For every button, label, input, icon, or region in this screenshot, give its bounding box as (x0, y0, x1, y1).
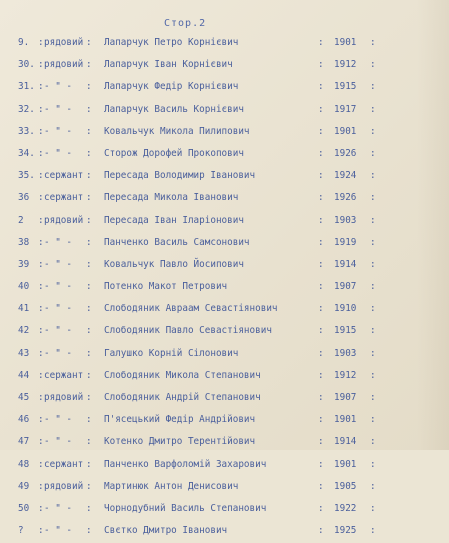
rank: рядовий (44, 37, 84, 48)
separator: : (318, 170, 324, 182)
birth-year: 1915 (334, 81, 357, 93)
rank: - " - (44, 236, 72, 248)
separator: : (38, 369, 44, 381)
separator: : (318, 192, 324, 204)
separator: : (38, 258, 44, 270)
separator: : (370, 281, 376, 293)
page-number: Стор.2 (164, 18, 207, 29)
list-item (0, 366, 449, 388)
row-number: 41 (18, 303, 30, 315)
birth-year: 1903 (334, 347, 357, 359)
separator: : (86, 325, 92, 337)
birth-year: 1922 (334, 502, 357, 514)
separator: : (86, 125, 92, 137)
rank: рядовий (44, 480, 84, 492)
separator: : (38, 414, 44, 426)
separator: : (370, 480, 376, 492)
full-name: Котенко Дмитро Терентійович (104, 436, 256, 448)
separator: : (38, 303, 44, 315)
separator: : (370, 436, 376, 448)
soldier-list (0, 33, 449, 543)
birth-year: 1907 (334, 392, 357, 403)
birth-year: 1914 (334, 436, 357, 448)
separator: : (318, 59, 324, 71)
row-number: 34. (18, 147, 35, 159)
birth-year: 1924 (334, 170, 357, 182)
separator: : (318, 347, 324, 359)
separator: : (370, 414, 376, 426)
row-number: 45 (18, 392, 30, 403)
list-item (0, 410, 449, 432)
separator: : (318, 458, 324, 470)
list-item (0, 388, 449, 410)
separator: : (86, 414, 92, 426)
list-item (0, 233, 449, 255)
row-number: 47 (18, 436, 30, 448)
rank: - " - (44, 436, 72, 448)
separator: : (370, 392, 376, 403)
separator: : (38, 59, 44, 71)
birth-year: 1901 (334, 414, 357, 426)
birth-year: 1912 (334, 369, 357, 381)
separator: : (370, 81, 376, 93)
separator: : (38, 281, 44, 293)
birth-year: 1917 (334, 103, 357, 115)
full-name: Ковальчук Павло Йосипович (104, 258, 244, 270)
separator: : (38, 502, 44, 514)
separator: : (86, 59, 92, 71)
separator: : (318, 480, 324, 492)
rank: сержант (44, 369, 84, 381)
separator: : (370, 502, 376, 514)
list-item (0, 277, 449, 299)
separator: : (318, 125, 324, 137)
list-item (0, 188, 449, 210)
birth-year: 1926 (334, 147, 357, 159)
row-number: 36 (18, 192, 30, 204)
birth-year: 1914 (334, 258, 357, 270)
separator: : (370, 147, 376, 159)
separator: : (318, 236, 324, 248)
separator: : (86, 236, 92, 248)
row-number: 33. (18, 125, 35, 137)
separator: : (38, 392, 44, 403)
separator: : (318, 369, 324, 381)
full-name: Панченко Василь Самсонович (104, 236, 250, 248)
rank: сержант (44, 170, 84, 182)
separator: : (86, 37, 92, 48)
separator: : (370, 125, 376, 137)
row-number: 40 (18, 281, 30, 293)
list-item (0, 55, 449, 77)
rank: - " - (44, 502, 72, 514)
row-number: 50 (18, 502, 30, 514)
separator: : (86, 303, 92, 315)
full-name: Потенко Макот Петрович (104, 281, 228, 293)
separator: : (370, 258, 376, 270)
birth-year: 1903 (334, 214, 357, 226)
list-item (0, 432, 449, 454)
full-name: Ковальчук Микола Пилипович (104, 125, 250, 137)
birth-year: 1901 (334, 125, 357, 137)
birth-year: 1915 (334, 325, 357, 337)
separator: : (86, 525, 92, 537)
separator: : (86, 170, 92, 182)
separator: : (86, 436, 92, 448)
rank: - " - (44, 125, 72, 137)
rank: - " - (44, 325, 72, 337)
separator: : (86, 347, 92, 359)
separator: : (38, 436, 44, 448)
separator: : (38, 81, 44, 93)
row-number: 35. (18, 170, 35, 182)
row-number: 48 (18, 458, 30, 470)
list-item (0, 521, 449, 543)
full-name: Сторож Дорофей Прокопович (104, 147, 244, 159)
rank: - " - (44, 525, 72, 537)
list-item (0, 77, 449, 99)
rank: рядовий (44, 214, 84, 226)
row-number: 44 (18, 369, 30, 381)
full-name: Слободяник Микола Степанович (104, 369, 261, 381)
separator: : (370, 458, 376, 470)
row-number: 2 (18, 214, 24, 226)
rank: - " - (44, 103, 72, 115)
birth-year: 1912 (334, 59, 357, 71)
row-number: 43 (18, 347, 30, 359)
separator: : (38, 325, 44, 337)
separator: : (38, 103, 44, 115)
separator: : (318, 258, 324, 270)
rank: рядовий (44, 59, 84, 71)
rank: - " - (44, 147, 72, 159)
birth-year: 1926 (334, 192, 357, 204)
full-name: Панченко Варфоломій Захарович (104, 458, 267, 470)
list-item (0, 455, 449, 477)
list-item (0, 499, 449, 521)
birth-year: 1910 (334, 303, 357, 315)
separator: : (86, 214, 92, 226)
full-name: Слободяник Павло Севастіянович (104, 325, 272, 337)
list-item (0, 33, 449, 55)
separator: : (86, 192, 92, 204)
separator: : (370, 325, 376, 337)
separator: : (38, 480, 44, 492)
row-number: 42 (18, 325, 30, 337)
separator: : (318, 281, 324, 293)
separator: : (38, 125, 44, 137)
separator: : (318, 525, 324, 537)
separator: : (370, 303, 376, 315)
separator: : (38, 147, 44, 159)
full-name: Пересада Іван Іларіонович (104, 214, 244, 226)
separator: : (38, 170, 44, 182)
separator: : (38, 214, 44, 226)
separator: : (318, 392, 324, 403)
birth-year: 1907 (334, 281, 357, 293)
list-item (0, 477, 449, 499)
row-number: 38 (18, 236, 30, 248)
separator: : (86, 147, 92, 159)
separator: : (318, 436, 324, 448)
rank: - " - (44, 81, 72, 93)
full-name: Слободяник Андрій Степанович (104, 392, 261, 403)
full-name: Свєтко Дмитро Іванович (104, 525, 228, 537)
row-number: 30. (18, 59, 35, 71)
rank: сержант (44, 458, 84, 470)
separator: : (370, 37, 376, 48)
birth-year: 1901 (334, 37, 357, 48)
separator: : (38, 525, 44, 537)
separator: : (370, 347, 376, 359)
rank: - " - (44, 347, 72, 359)
list-item (0, 100, 449, 122)
row-number: 32. (18, 103, 35, 115)
separator: : (370, 59, 376, 71)
row-number: 39 (18, 258, 30, 270)
row-number: 9. (18, 37, 30, 48)
separator: : (370, 369, 376, 381)
full-name: Галушко Корній Сілонович (104, 347, 239, 359)
separator: : (38, 37, 44, 48)
separator: : (86, 480, 92, 492)
rank: - " - (44, 414, 72, 426)
rank: сержант (44, 192, 84, 204)
separator: : (86, 258, 92, 270)
row-number: 46 (18, 414, 30, 426)
list-item (0, 299, 449, 321)
rank: рядовий (44, 392, 84, 403)
full-name: Пересада Володимир Іванович (104, 170, 256, 182)
list-item (0, 166, 449, 188)
separator: : (318, 81, 324, 93)
separator: : (370, 236, 376, 248)
full-name: Пересада Микола Іванович (104, 192, 239, 204)
full-name: Чорнодубний Василь Степанович (104, 502, 267, 514)
list-item (0, 211, 449, 233)
separator: : (38, 347, 44, 359)
birth-year: 1905 (334, 480, 357, 492)
separator: : (38, 236, 44, 248)
full-name: Слободяник Авраам Севастіянович (104, 303, 278, 315)
separator: : (38, 192, 44, 204)
separator: : (86, 281, 92, 293)
list-item (0, 144, 449, 166)
row-number: 31. (18, 81, 35, 93)
row-number: 49 (18, 480, 30, 492)
separator: : (318, 103, 324, 115)
separator: : (86, 81, 92, 93)
separator: : (370, 170, 376, 182)
full-name: Лапарчук Іван Корнієвич (104, 59, 233, 71)
birth-year: 1925 (334, 525, 357, 537)
birth-year: 1901 (334, 458, 357, 470)
rank: - " - (44, 303, 72, 315)
rank: - " - (44, 258, 72, 270)
separator: : (86, 103, 92, 115)
separator: : (318, 214, 324, 226)
list-item (0, 122, 449, 144)
full-name: Мартинюк Антон Денисович (104, 480, 239, 492)
separator: : (38, 458, 44, 470)
separator: : (86, 502, 92, 514)
list-item (0, 321, 449, 343)
full-name: П'ясецький Федір Андрійович (104, 414, 256, 426)
separator: : (86, 369, 92, 381)
separator: : (318, 414, 324, 426)
full-name: Лапарчук Петро Корнієвич (104, 37, 239, 48)
separator: : (318, 502, 324, 514)
full-name: Лапарчук Василь Корнієвич (104, 103, 244, 115)
separator: : (318, 37, 324, 48)
birth-year: 1919 (334, 236, 357, 248)
list-item (0, 255, 449, 277)
separator: : (86, 392, 92, 403)
separator: : (370, 192, 376, 204)
separator: : (86, 458, 92, 470)
separator: : (370, 214, 376, 226)
row-number: ? (18, 525, 24, 537)
separator: : (370, 525, 376, 537)
full-name: Лапарчук Федір Корнієвич (104, 81, 239, 93)
list-item (0, 344, 449, 366)
separator: : (370, 103, 376, 115)
separator: : (318, 303, 324, 315)
rank: - " - (44, 281, 72, 293)
separator: : (318, 147, 324, 159)
separator: : (318, 325, 324, 337)
